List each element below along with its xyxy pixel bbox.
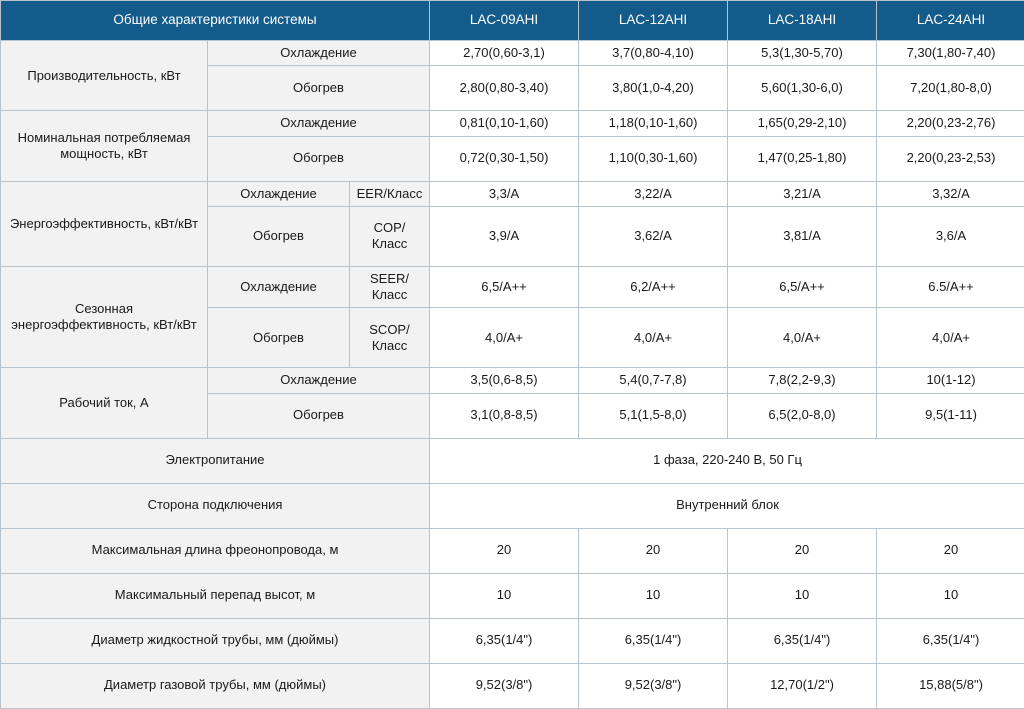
cell-value: 6,5/A++ [728,266,877,308]
row-label-power: Номинальная потребляемая мощность, кВт [1,111,208,181]
row-label-current: Рабочий ток, А [1,368,208,438]
cell-value: 5,1(1,5-8,0) [579,393,728,438]
cell-value: 3,21/A [728,181,877,206]
cell-value: 5,60(1,30-6,0) [728,66,877,111]
table-row [1,618,1024,663]
row-label-seasonal-efficiency: Сезонная энергоэффективность, кВт/кВт [1,266,208,368]
cell-value: 6,35(1/4") [430,618,579,663]
cell-value: 1,65(0,29-2,10) [728,111,877,136]
cell-value: 12,70(1/2") [728,663,877,708]
mode-label: Охлаждение [208,41,430,66]
table-body [1,41,1024,709]
cell-value: 6,35(1/4") [728,618,877,663]
mode-label: Обогрев [208,393,430,438]
table-row [1,663,1024,708]
row-label-max-pipe-length: Максимальная длина фреонопровода, м [1,528,430,573]
cell-value: 10 [430,573,579,618]
cell-value: 3,7(0,80-4,10) [579,41,728,66]
table-row [1,266,1024,308]
cell-value: 4,0/A+ [579,308,728,368]
row-label-connection-side: Сторона подключения [1,483,430,528]
mode-label: Обогрев [208,308,350,368]
header-general: Общие характеристики системы [1,1,430,41]
cell-value: 20 [579,528,728,573]
mode-label: Обогрев [208,206,350,266]
cell-value: 4,0/A+ [728,308,877,368]
cell-value: 6,2/A++ [579,266,728,308]
cell-value: 20 [877,528,1024,573]
cell-value: 6.5/A++ [877,266,1024,308]
cell-value: 6,35(1/4") [877,618,1024,663]
mode-label: Обогрев [208,136,430,181]
cell-value: 6,5(2,0-8,0) [728,393,877,438]
mode-label: Обогрев [208,66,430,111]
metric-label: EER/Класс [350,181,430,206]
cell-value: 7,20(1,80-8,0) [877,66,1024,111]
cell-value: 3,3/A [430,181,579,206]
cell-value: 2,80(0,80-3,40) [430,66,579,111]
metric-label: SEER/Класс [350,266,430,308]
header-model-1: LAC-09AHI [430,1,579,41]
cell-value: 9,52(3/8") [579,663,728,708]
metric-label: COP/Класс [350,206,430,266]
cell-value: 10 [579,573,728,618]
cell-value: 7,30(1,80-7,40) [877,41,1024,66]
cell-value: 3,32/A [877,181,1024,206]
cell-value: 3,5(0,6-8,5) [430,368,579,393]
row-label-capacity: Производительность, кВт [1,41,208,111]
table-row [1,528,1024,573]
table-row [1,181,1024,206]
row-label-gas-pipe-diameter: Диаметр газовой трубы, мм (дюймы) [1,663,430,708]
mode-label: Охлаждение [208,181,350,206]
cell-value: 1,18(0,10-1,60) [579,111,728,136]
cell-value: 7,8(2,2-9,3) [728,368,877,393]
table-row [1,41,1024,66]
header-row [1,1,1024,41]
cell-value: 9,5(1-11) [877,393,1024,438]
cell-value: 20 [728,528,877,573]
row-label-power-supply: Электропитание [1,438,430,483]
cell-value: 10 [877,573,1024,618]
cell-value: 1,47(0,25-1,80) [728,136,877,181]
cell-value-span: 1 фаза, 220-240 В, 50 Гц [430,438,1024,483]
cell-value: 4,0/A+ [430,308,579,368]
table-row [1,111,1024,136]
table-header [1,1,1024,41]
row-label-efficiency: Энергоэффективность, кВт/кВт [1,181,208,266]
header-model-3: LAC-18AHI [728,1,877,41]
cell-value: 3,80(1,0-4,20) [579,66,728,111]
cell-value: 6,5/A++ [430,266,579,308]
table-row [1,483,1024,528]
table-row [1,573,1024,618]
row-label-max-height-difference: Максимальный перепад высот, м [1,573,430,618]
table-row [1,438,1024,483]
header-model-2: LAC-12AHI [579,1,728,41]
mode-label: Охлаждение [208,266,350,308]
cell-value-span: Внутренний блок [430,483,1024,528]
cell-value: 5,3(1,30-5,70) [728,41,877,66]
cell-value: 3,81/A [728,206,877,266]
cell-value: 5,4(0,7-7,8) [579,368,728,393]
cell-value: 3,1(0,8-8,5) [430,393,579,438]
cell-value: 0,72(0,30-1,50) [430,136,579,181]
mode-label: Охлаждение [208,111,430,136]
cell-value: 20 [430,528,579,573]
cell-value: 2,20(0,23-2,76) [877,111,1024,136]
cell-value: 9,52(3/8") [430,663,579,708]
table-row [1,368,1024,393]
row-label-liquid-pipe-diameter: Диаметр жидкостной трубы, мм (дюймы) [1,618,430,663]
cell-value: 2,20(0,23-2,53) [877,136,1024,181]
header-model-4: LAC-24AHI [877,1,1024,41]
cell-value: 1,10(0,30-1,60) [579,136,728,181]
cell-value: 3,9/A [430,206,579,266]
cell-value: 2,70(0,60-3,1) [430,41,579,66]
cell-value: 3,22/A [579,181,728,206]
cell-value: 4,0/A+ [877,308,1024,368]
cell-value: 3,6/A [877,206,1024,266]
cell-value: 6,35(1/4") [579,618,728,663]
cell-value: 10(1-12) [877,368,1024,393]
cell-value: 0,81(0,10-1,60) [430,111,579,136]
cell-value: 10 [728,573,877,618]
cell-value: 3,62/A [579,206,728,266]
cell-value: 15,88(5/8") [877,663,1024,708]
metric-label: SCOP/Класс [350,308,430,368]
mode-label: Охлаждение [208,368,430,393]
